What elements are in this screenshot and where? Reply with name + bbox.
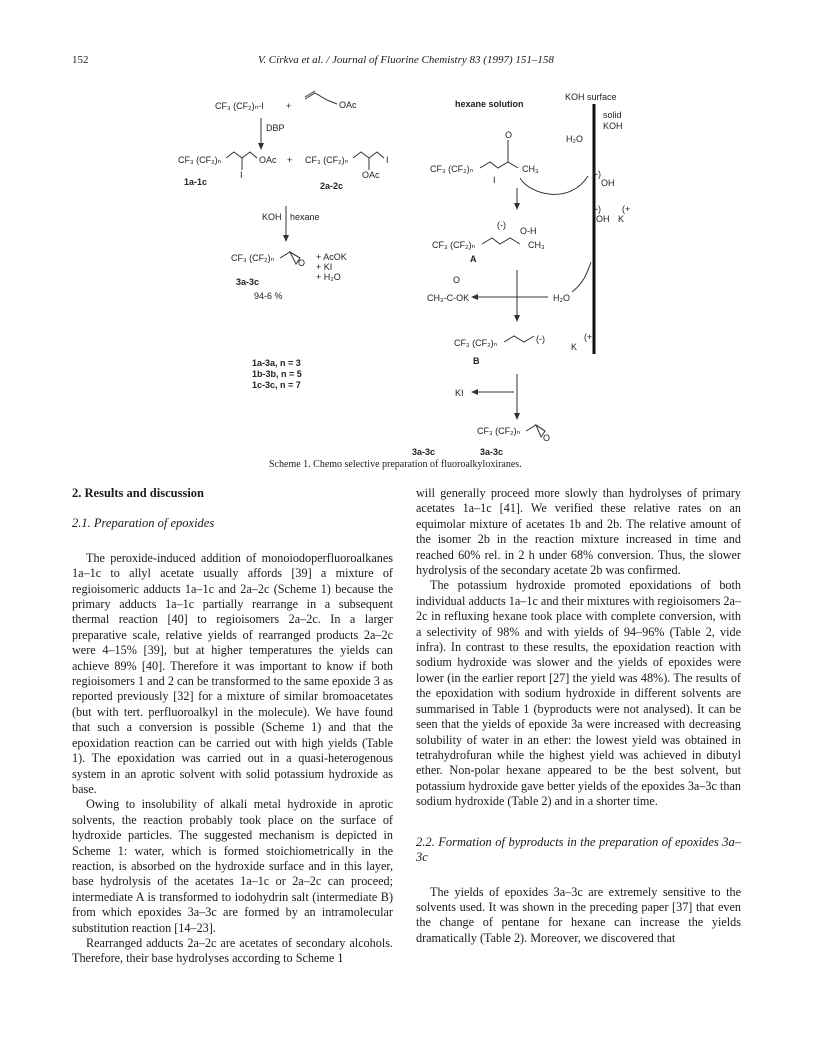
- arrowhead: [258, 143, 264, 150]
- surface-hydroxide: OH: [596, 214, 610, 224]
- intermediate-a: A: [470, 254, 477, 264]
- right-column: [416, 486, 741, 946]
- adduct-2-id: 2a-2c: [320, 181, 344, 191]
- int-b-chain: CF₃ (CF₂)ₙ: [454, 338, 498, 348]
- alkoxide-charge: (-): [497, 220, 506, 230]
- paragraph: will generally proceed more slowly than hydrolyses of primary acetates 1a–1c [41]. We verified these relative rates on an equimolar mixture of acetates 1b and 2b. The relative amount of the isomer 2b in the reaction mixture increased in time and reached 60% rel. in 2 h under 68% conversion. Thus, the slower hydrolysis of the secondary acetate 2b was confirmed.: [416, 486, 741, 578]
- byproduct-ki: + KI: [316, 262, 333, 272]
- hexane-solution-label: hexane solution: [455, 99, 524, 109]
- adduct-2-iodine: I: [386, 155, 389, 165]
- oac-label: OAc: [339, 100, 357, 110]
- paragraph: The potassium hydroxide promoted epoxidations of both individual adducts 1a–1c and their mixtures with regioisomers 2a–2c in refluxing hexane took place with complete conversion, with a selectivity of 98% and with yields of 94–96% (Table 2, vide infra). In contrast to these results, the epoxidation reaction with sodium hydroxide was slower and the yields of epoxides were lower (in the earlier report [27] the yield was 48%). The results of the epoxidation with sodium hydroxide in different solvents are summarised in Table 1 (byproducts were not analysed). It can be seen that the yields of epoxide 3a were increased with decreasing solubility of water in an ether: the lowest yield was obtained in tetrahydrofuran while the highest yield was achieved in dibutyl ether. Non-polar hexane appeared to be the best solvent, but potassium hydroxide gave better yields of the epoxides 3a–3c than sodium hydroxide (Table 2) and in a shorter time.: [416, 578, 741, 809]
- paragraph: The yields of epoxides 3a–3c are extremely sensitive to the solvents used. It was shown in the preceding paper [37] that even the change of pentane for hexane can increase the yields dramatically (Table 2). Moreover, we discovered that: [416, 884, 741, 945]
- int-b-charge: (-): [536, 334, 545, 344]
- legend-n5: 1b-3b, n = 5: [252, 369, 302, 379]
- ki-label: KI: [455, 388, 464, 398]
- adduct-2-chain: CF₃ (CF₂)ₙ: [305, 155, 349, 165]
- adduct-1-id: 1a-1c: [184, 177, 208, 187]
- arrowhead: [514, 203, 520, 210]
- acetate-salt: CH₃-C-OK: [427, 293, 470, 303]
- solid-label: solid: [603, 110, 622, 120]
- surface-charge: (-): [592, 204, 601, 214]
- subsection-heading-2: 2.2. Formation of byproducts in the preparation of epoxides 3a–3c: [416, 834, 741, 864]
- arrowhead: [283, 235, 289, 242]
- final-epoxide-chain: CF₃ (CF₂)ₙ: [477, 426, 521, 436]
- legend-n3: 1a-3a, n = 3: [252, 358, 301, 368]
- adduct-1-chain: CF₃ (CF₂)ₙ: [178, 155, 222, 165]
- hexane-label: hexane: [290, 212, 320, 222]
- subsection-heading: 2.1. Preparation of epoxides: [72, 516, 215, 531]
- intermediate-b: B: [473, 356, 480, 366]
- dbp-label: DBP: [266, 123, 285, 133]
- final-epoxide-bonds: [526, 425, 545, 431]
- left-column: [72, 486, 393, 967]
- int-a-methyl: CH₃: [528, 240, 545, 250]
- koh-label-solid: KOH: [603, 121, 623, 131]
- plus-sign: +: [287, 155, 293, 165]
- byproduct-water: + H₂O: [316, 272, 341, 282]
- adduct-1-iodine: I: [240, 170, 243, 180]
- methyl-label: CH₃: [522, 164, 539, 174]
- reactant-perfluoroalkyl-iodide: CF₃ (CF₂)ₙ-I: [215, 101, 264, 111]
- adduct-2-oac: OAc: [362, 170, 380, 180]
- potassium: K: [618, 214, 625, 224]
- carbonyl-oxygen: O: [505, 130, 513, 140]
- potassium-charge: (+: [622, 204, 631, 214]
- epoxide-product-chain: CF₃ (CF₂)ₙ: [231, 253, 275, 263]
- acetate-oxygen: O: [453, 275, 461, 285]
- int-a-bonds: [482, 238, 520, 244]
- int-b-bonds: [504, 336, 534, 342]
- section-heading: 2. Results and discussion: [72, 486, 204, 500]
- paragraph: The peroxide-induced addition of monoiodoperfluoroalkanes 1a–1c to allyl acetate usually affords [39] a mixture of regioisomeric adducts 1a–1c and 2a–2c (Scheme 1) because the primary adducts 1a–1c partially rearrange in a subsequent thermal reaction [40] to regioisomers 2a–2c. In a larger preparative scale, relative yields of rearranged products 2a–2c were 4–15% [39], but at higher temperatures the yields can achieve 89% [40]. Therefore it was important to know if both regioisomers 1 and 2 can be transformed to the same epoxide 3 as reported previously [32] for a mixture of similar bromoacetates (but with tert. perfluoroalkyl in the molecule). We have found that such a conversion is possible (Scheme 1) and that the epoxidation reaction can be carried out with high yields (Table 1). The epoxidation was carried out in a quasi-heterogenous system in an aprotic solvent with solid potassium hydroxide as base.: [72, 550, 393, 796]
- mech-iodine: I: [493, 175, 496, 185]
- hydroxide: OH: [601, 178, 615, 188]
- mech-bonds: [480, 162, 518, 168]
- water-arrow: [572, 262, 591, 292]
- water-surface: H₂O: [566, 134, 583, 144]
- arrowhead: [471, 389, 478, 395]
- plus-sign: +: [286, 101, 292, 111]
- koh-label: KOH: [262, 212, 282, 222]
- scheme-caption: Scheme 1. Chemo selective preparation of fluoroalkyloxiranes.: [269, 459, 522, 470]
- int-a-chain: CF₃ (CF₂)ₙ: [432, 240, 476, 250]
- o-h-label: O-H: [520, 226, 537, 236]
- epoxide-oxygen: O: [298, 258, 306, 268]
- water-released: H₂O: [553, 293, 570, 303]
- int-b-k-charge: (+: [584, 332, 593, 342]
- adduct-2-bonds: [353, 152, 384, 158]
- product-id: 3a-3c: [236, 277, 260, 287]
- byproduct-acok: + AcOK: [316, 252, 347, 262]
- arrowhead: [471, 294, 478, 300]
- arrowhead: [514, 413, 520, 420]
- bottom-id-right: 3a-3c: [480, 447, 504, 457]
- paragraph: Rearranged adducts 2a–2c are acetates of secondary alcohols. Therefore, their base hydrolyses according to Scheme 1: [72, 935, 393, 966]
- page-number: 152: [72, 54, 89, 66]
- int-b-potassium: K: [571, 342, 578, 352]
- scheme-1: [0, 0, 815, 480]
- attack-arrow: [520, 176, 588, 194]
- final-epoxide-oxygen: O: [543, 433, 551, 443]
- mech-chain: CF₃ (CF₂)ₙ: [430, 164, 474, 174]
- running-title: V. Církva et al. / Journal of Fluorine Chemistry 83 (1997) 151–158: [258, 54, 554, 66]
- adduct-1-bonds: [226, 152, 257, 158]
- koh-surface-label: KOH surface: [565, 92, 617, 102]
- adduct-1-oac: OAc: [259, 155, 277, 165]
- paragraph: Owing to insolubility of alkali metal hydroxide in aprotic solvents, the reaction probably took place on the surface of hydroxide particles. The suggested mechanism is depicted in Scheme 1: water, which is formed stoichiometrically in the reaction, is absorbed on the hydroxide surface and in this layer, base hydrolysis of the acetates 1a–1c or 2a–2c can proceed; intermediate A is transformed to iodohydrin salt (intermediate B) from which epoxides 3a–3c are formed by an intramolecular substitution reaction [14–23].: [72, 797, 393, 935]
- yield-label: 94-6 %: [254, 291, 283, 301]
- bottom-id-left: 3a-3c: [412, 447, 436, 457]
- hydroxide-charge: (-): [592, 169, 601, 179]
- arrowhead: [514, 315, 520, 322]
- legend-n7: 1c-3c, n = 7: [252, 380, 301, 390]
